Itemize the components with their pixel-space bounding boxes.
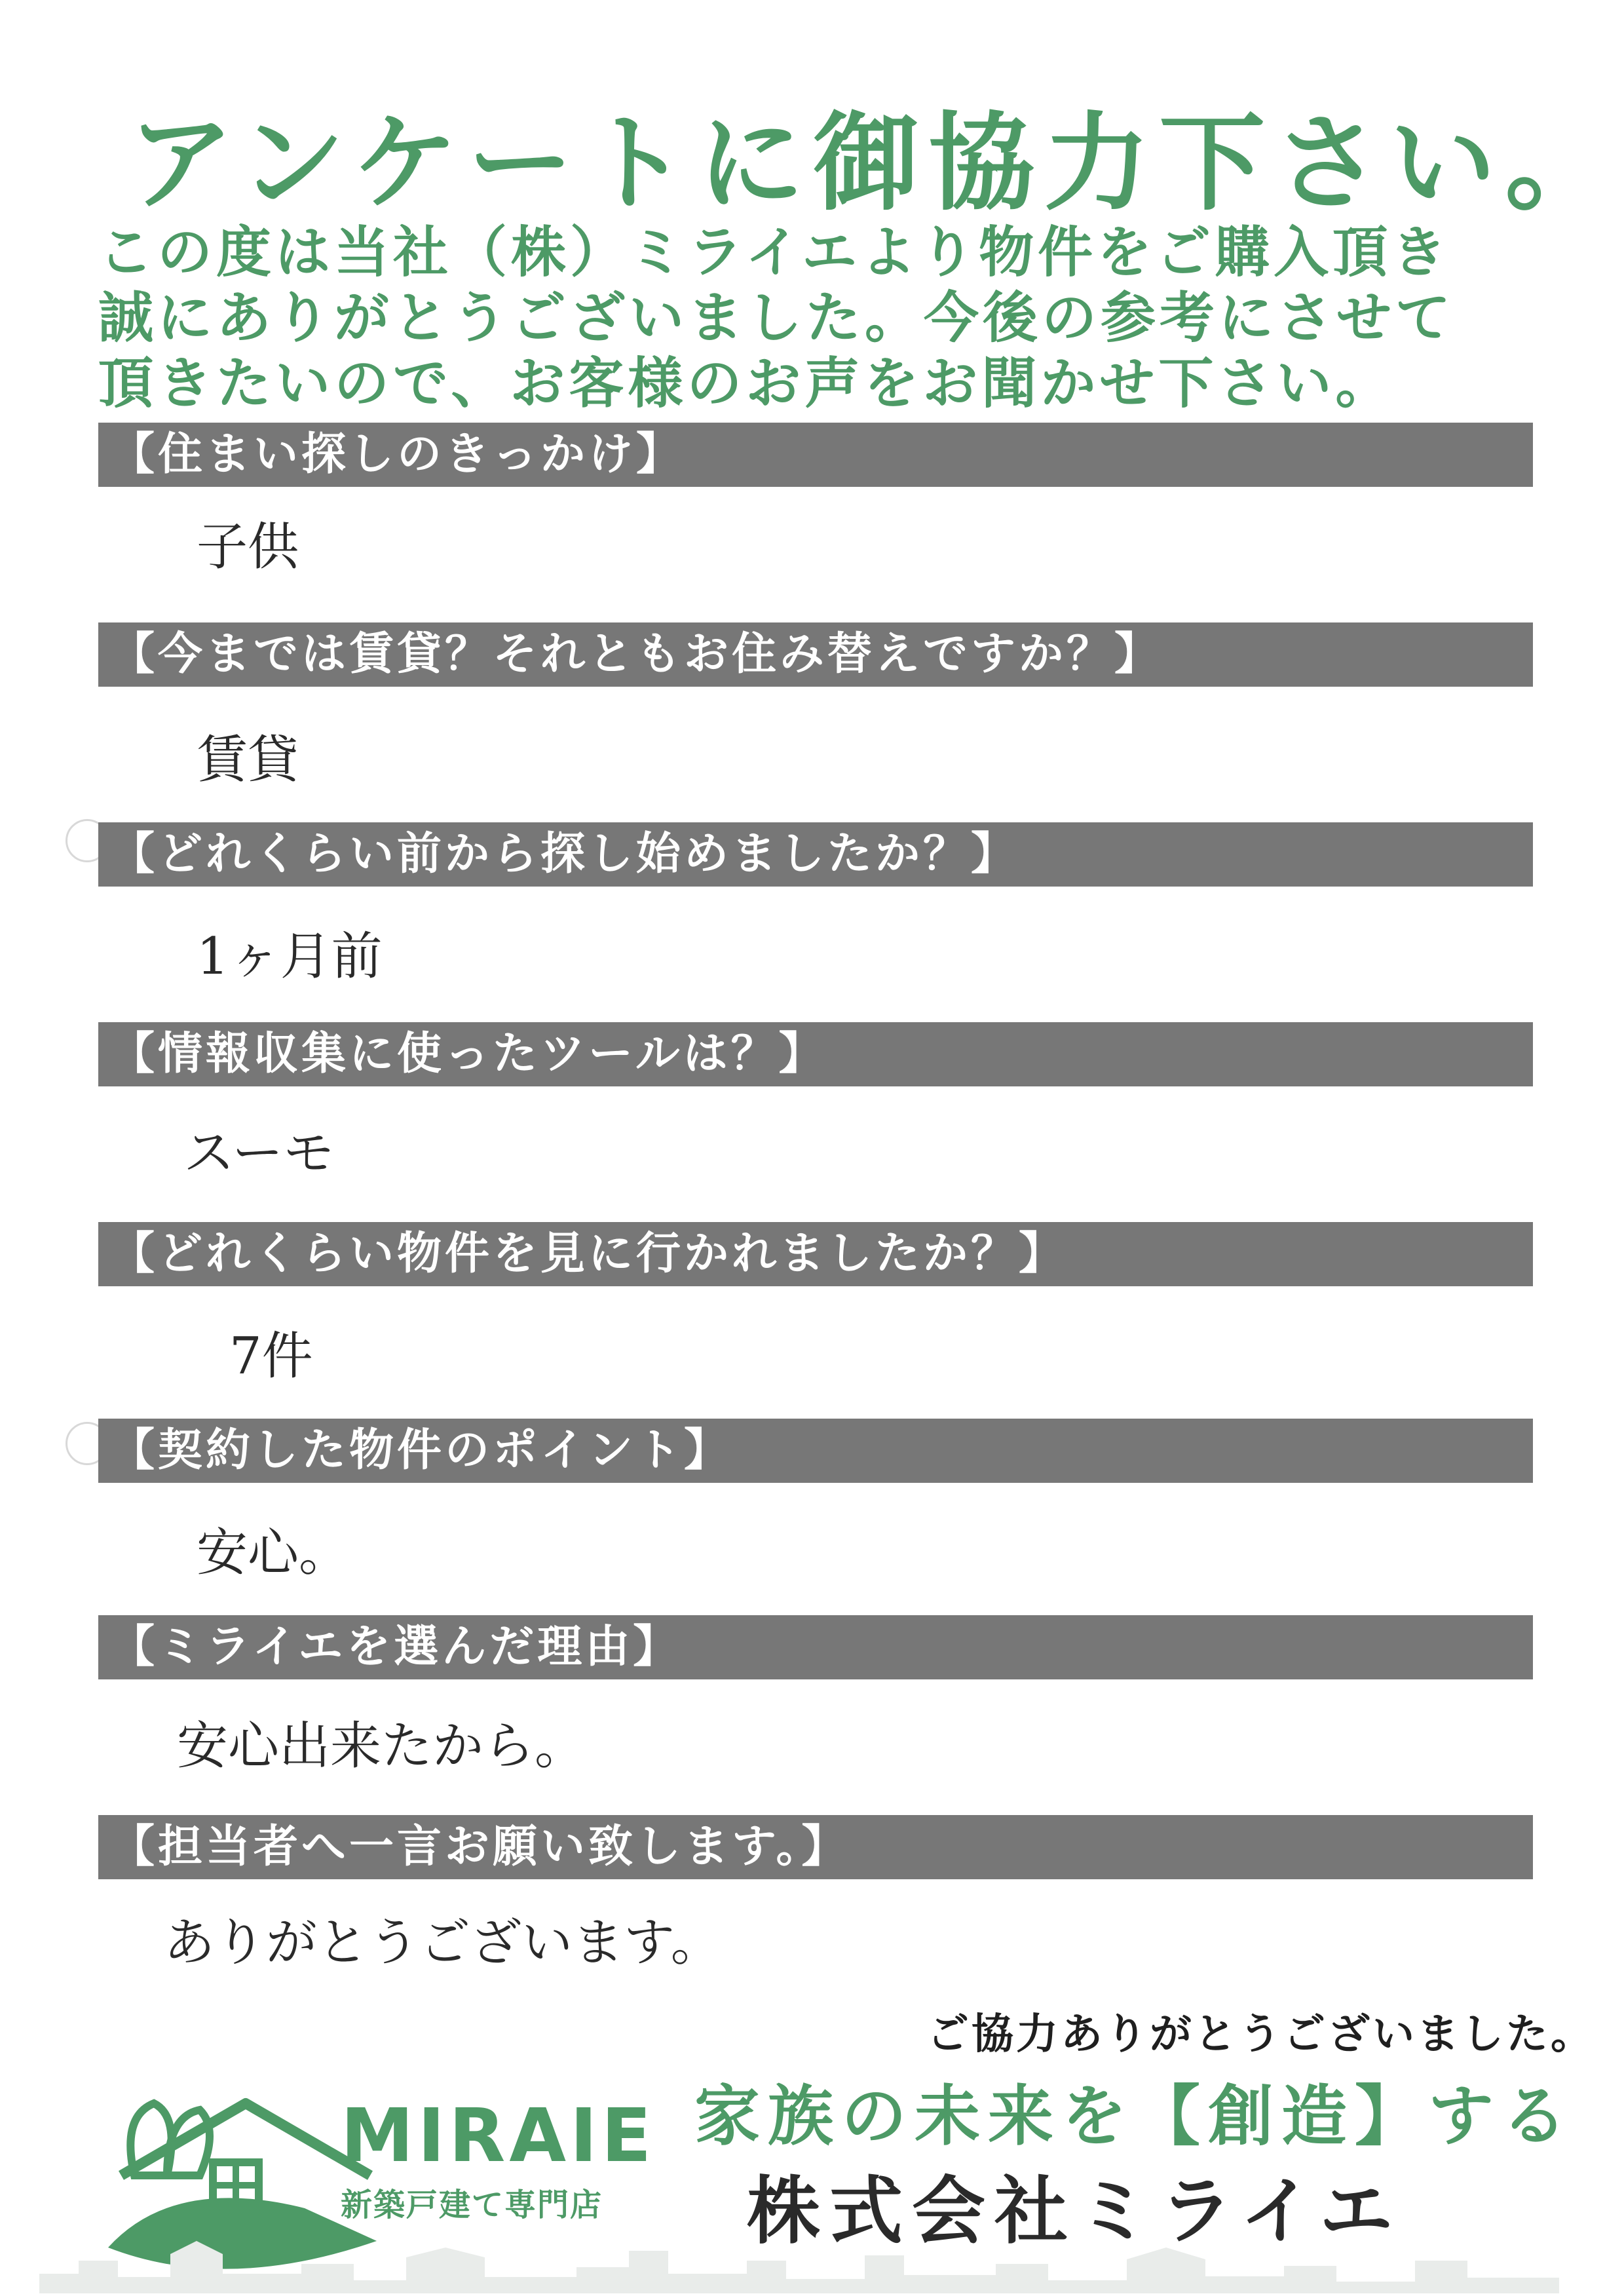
question-header: 【情報収集に使ったツールは？】 <box>98 1022 1533 1086</box>
answer-handwritten: 子供 <box>197 518 299 577</box>
answer-handwritten: ありがとうございます。 <box>164 1913 722 1972</box>
answer-handwritten: 1ヶ月前 <box>197 927 383 986</box>
intro-text <box>98 220 1539 416</box>
company-slogan: 家族の未来を【創造】する <box>694 2078 1575 2154</box>
company-name: 株式会社ミライエ <box>747 2169 1403 2254</box>
answer-handwritten: 安心出来たから。 <box>177 1717 586 1776</box>
townscape-silhouette <box>39 2228 1559 2293</box>
logo-wordmark: MIRAIE <box>341 2094 656 2179</box>
answer-handwritten: 賃貸 <box>197 731 299 790</box>
closing-thanks: ご協力ありがとうございました。 <box>927 2010 1595 2059</box>
answer-handwritten: 安心。 <box>197 1523 350 1582</box>
question-header: 【ミライエを選んだ理由】 <box>98 1615 1533 1679</box>
leaf-icon <box>167 2110 210 2175</box>
question-header: 【住まい探しのきっかけ】 <box>98 423 1533 487</box>
answer-handwritten: 7件 <box>229 1327 313 1386</box>
question-header: 【どれくらい前から探し始めましたか？】 <box>98 822 1533 887</box>
survey-title: アンケートに御協力下さい。 <box>128 102 1621 225</box>
question-header: 【担当者へ一言お願い致します。】 <box>98 1815 1533 1879</box>
intro-line: 誠にありがとうございました。今後の参考にさせて <box>98 286 1455 350</box>
answer-handwritten: スーモ <box>183 1124 335 1183</box>
intro-line: 頂きたいので、お客様のお声をお聞かせ下さい。 <box>98 351 1395 415</box>
question-header: 【契約した物件のポイント】 <box>98 1419 1533 1483</box>
question-header: 【今までは賃貸？それともお住み替えですか？】 <box>98 622 1533 687</box>
logo-subtitle: 新築戸建て専門店 <box>341 2187 603 2223</box>
intro-line: この度は当社（株）ミライエより物件をご購入頂き <box>98 220 1451 284</box>
question-header: 【どれくらい物件を見に行かれましたか？】 <box>98 1222 1533 1286</box>
